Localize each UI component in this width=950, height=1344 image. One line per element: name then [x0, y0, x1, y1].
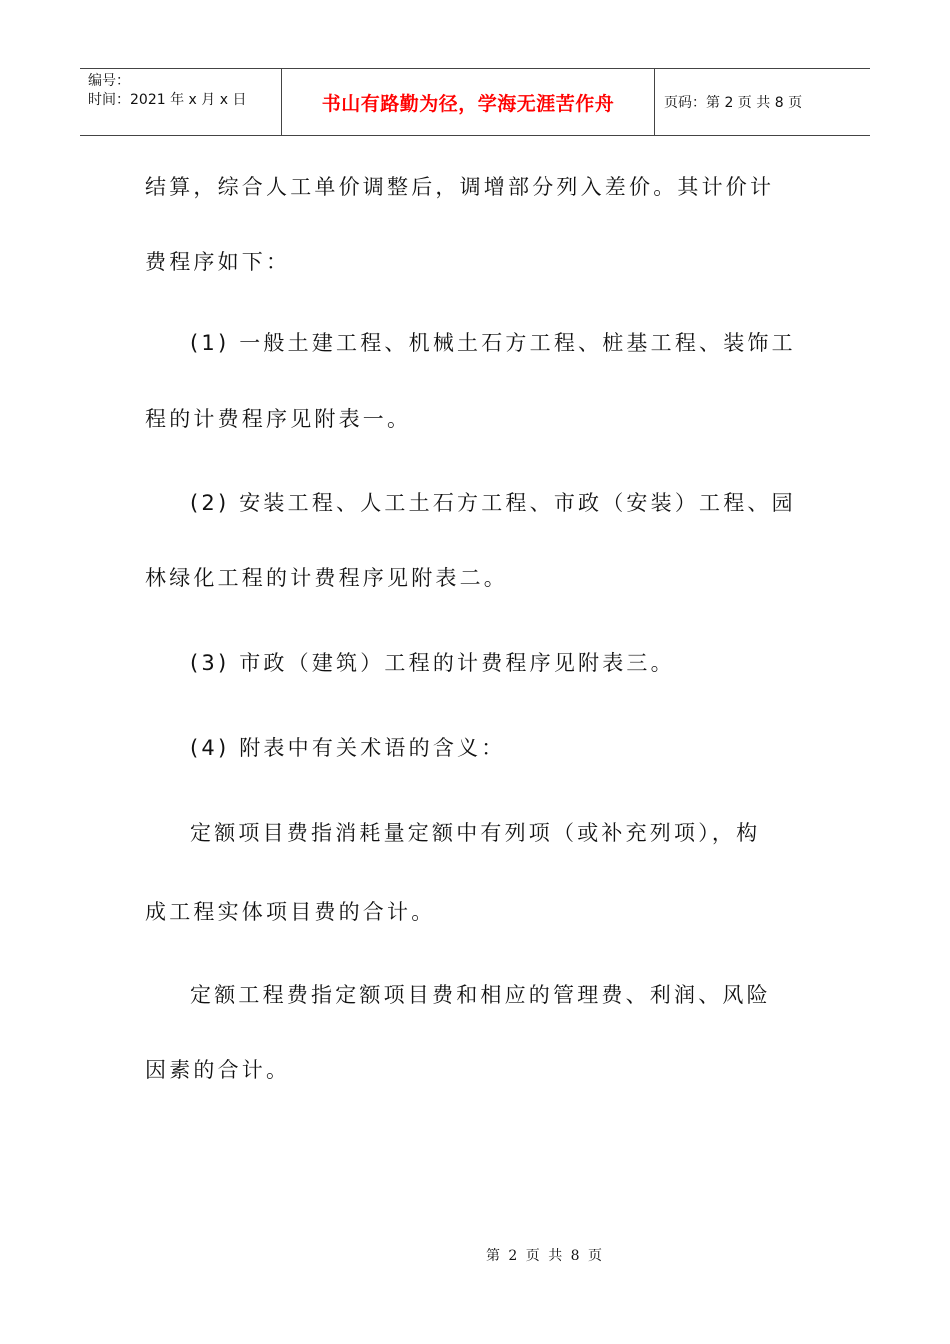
number-label: 编号：: [88, 73, 130, 89]
body-line-3: (1) 一般土建工程、机械土石方工程、桩基工程、装饰工: [190, 331, 796, 355]
body-line-5: (2) 安装工程、人工土石方工程、市政（安装）工程、园: [190, 491, 796, 515]
body-line-7: (3) 市政（建筑）工程的计费程序见附表三。: [190, 651, 675, 675]
body-line-11: 定额工程费指定额项目费和相应的管理费、利润、风险: [190, 983, 771, 1007]
body-line-12: 因素的合计。: [145, 1058, 291, 1082]
time-label: 时间：2021 年 x 月 x 日: [88, 92, 247, 108]
body-line-9: 定额项目费指消耗量定额中有列项（或补充列项），构: [190, 821, 761, 845]
body-line-2: 费程序如下：: [145, 250, 291, 274]
page-header: [80, 68, 870, 136]
page-footer: 第 2 页 共 8 页: [485, 1248, 605, 1264]
body-line-4: 程的计费程序见附表一。: [145, 407, 412, 431]
body-line-10: 成工程实体项目费的合计。: [145, 900, 436, 924]
header-meta-cell: [80, 69, 282, 135]
body-line-1: 结算，综合人工单价调整后，调增部分列入差价。其计价计: [145, 175, 775, 199]
header-page-label: 页码：第 2 页 共 8 页: [664, 95, 803, 111]
body-line-6: 林绿化工程的计费程序见附表二。: [145, 566, 508, 590]
header-motto: 书山有路勤为径，学海无涯苦作舟: [282, 69, 655, 135]
body-line-8: (4) 附表中有关术语的含义：: [190, 736, 506, 760]
